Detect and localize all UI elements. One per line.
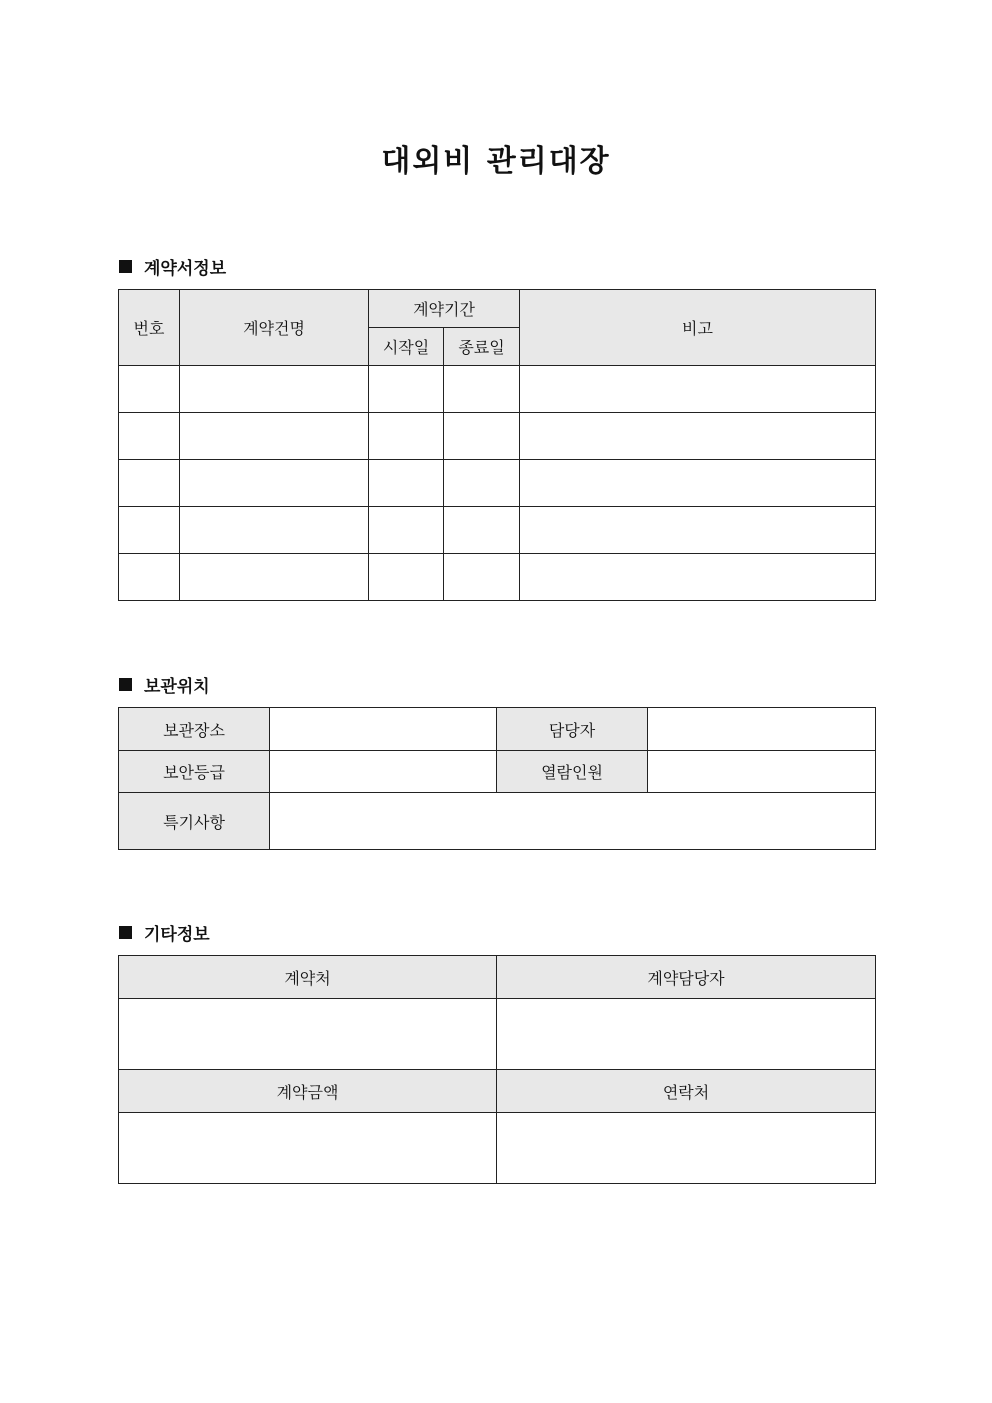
header-number: 번호 (119, 290, 180, 366)
cell-remarks[interactable] (520, 554, 876, 601)
table-row (119, 554, 876, 601)
label-counterparty: 계약처 (119, 956, 497, 999)
contract-info-table (118, 289, 876, 601)
cell-number[interactable] (119, 554, 180, 601)
cell-remarks[interactable] (520, 507, 876, 554)
cell-remarks[interactable] (520, 460, 876, 507)
label-special-notes: 특기사항 (119, 793, 270, 850)
field-special-notes[interactable] (270, 793, 876, 850)
cell-start-date[interactable] (369, 460, 444, 507)
header-start-date: 시작일 (369, 328, 444, 366)
cell-contract-name[interactable] (180, 554, 369, 601)
square-bullet-icon (119, 678, 132, 691)
field-storage-place[interactable] (270, 708, 497, 751)
cell-start-date[interactable] (369, 554, 444, 601)
cell-end-date[interactable] (444, 413, 520, 460)
header-contract-name: 계약건명 (180, 290, 369, 366)
field-counterparty[interactable] (119, 999, 497, 1070)
table-row (119, 366, 876, 413)
field-viewers[interactable] (648, 751, 876, 793)
field-contract-amount[interactable] (119, 1113, 497, 1184)
label-manager: 담당자 (497, 708, 648, 751)
section-heading-label: 기타정보 (144, 925, 210, 945)
field-security-level[interactable] (270, 751, 497, 793)
field-manager[interactable] (648, 708, 876, 751)
page-title: 대외비 관리대장 (381, 144, 611, 179)
header-remarks: 비고 (520, 290, 876, 366)
cell-contract-name[interactable] (180, 507, 369, 554)
cell-number[interactable] (119, 507, 180, 554)
cell-number[interactable] (119, 460, 180, 507)
header-end-date: 종료일 (444, 328, 520, 366)
field-phone[interactable] (497, 1113, 876, 1184)
label-contract-contact: 계약담당자 (497, 956, 876, 999)
cell-start-date[interactable] (369, 507, 444, 554)
cell-end-date[interactable] (444, 554, 520, 601)
cell-number[interactable] (119, 413, 180, 460)
label-security-level: 보안등급 (119, 751, 270, 793)
cell-end-date[interactable] (444, 460, 520, 507)
table-row (119, 460, 876, 507)
section-heading-contract-info (119, 254, 226, 279)
cell-remarks[interactable] (520, 366, 876, 413)
table-row (119, 507, 876, 554)
cell-start-date[interactable] (369, 366, 444, 413)
cell-end-date[interactable] (444, 366, 520, 413)
header-contract-period: 계약기간 (369, 290, 520, 328)
section-heading-label: 보관위치 (144, 677, 210, 697)
table-row (119, 413, 876, 460)
cell-contract-name[interactable] (180, 460, 369, 507)
label-viewers: 열람인원 (497, 751, 648, 793)
label-storage-place: 보관장소 (119, 708, 270, 751)
label-contract-amount: 계약금액 (119, 1070, 497, 1113)
other-info-table (118, 955, 876, 1184)
square-bullet-icon (119, 926, 132, 939)
section-heading-label: 계약서정보 (144, 259, 227, 279)
section-heading-storage-location (119, 672, 210, 697)
square-bullet-icon (119, 260, 132, 273)
field-contract-contact[interactable] (497, 999, 876, 1070)
cell-number[interactable] (119, 366, 180, 413)
cell-start-date[interactable] (369, 413, 444, 460)
cell-contract-name[interactable] (180, 413, 369, 460)
storage-location-table (118, 707, 876, 850)
label-phone: 연락처 (497, 1070, 876, 1113)
section-heading-other-info (119, 920, 210, 945)
cell-contract-name[interactable] (180, 366, 369, 413)
cell-end-date[interactable] (444, 507, 520, 554)
cell-remarks[interactable] (520, 413, 876, 460)
